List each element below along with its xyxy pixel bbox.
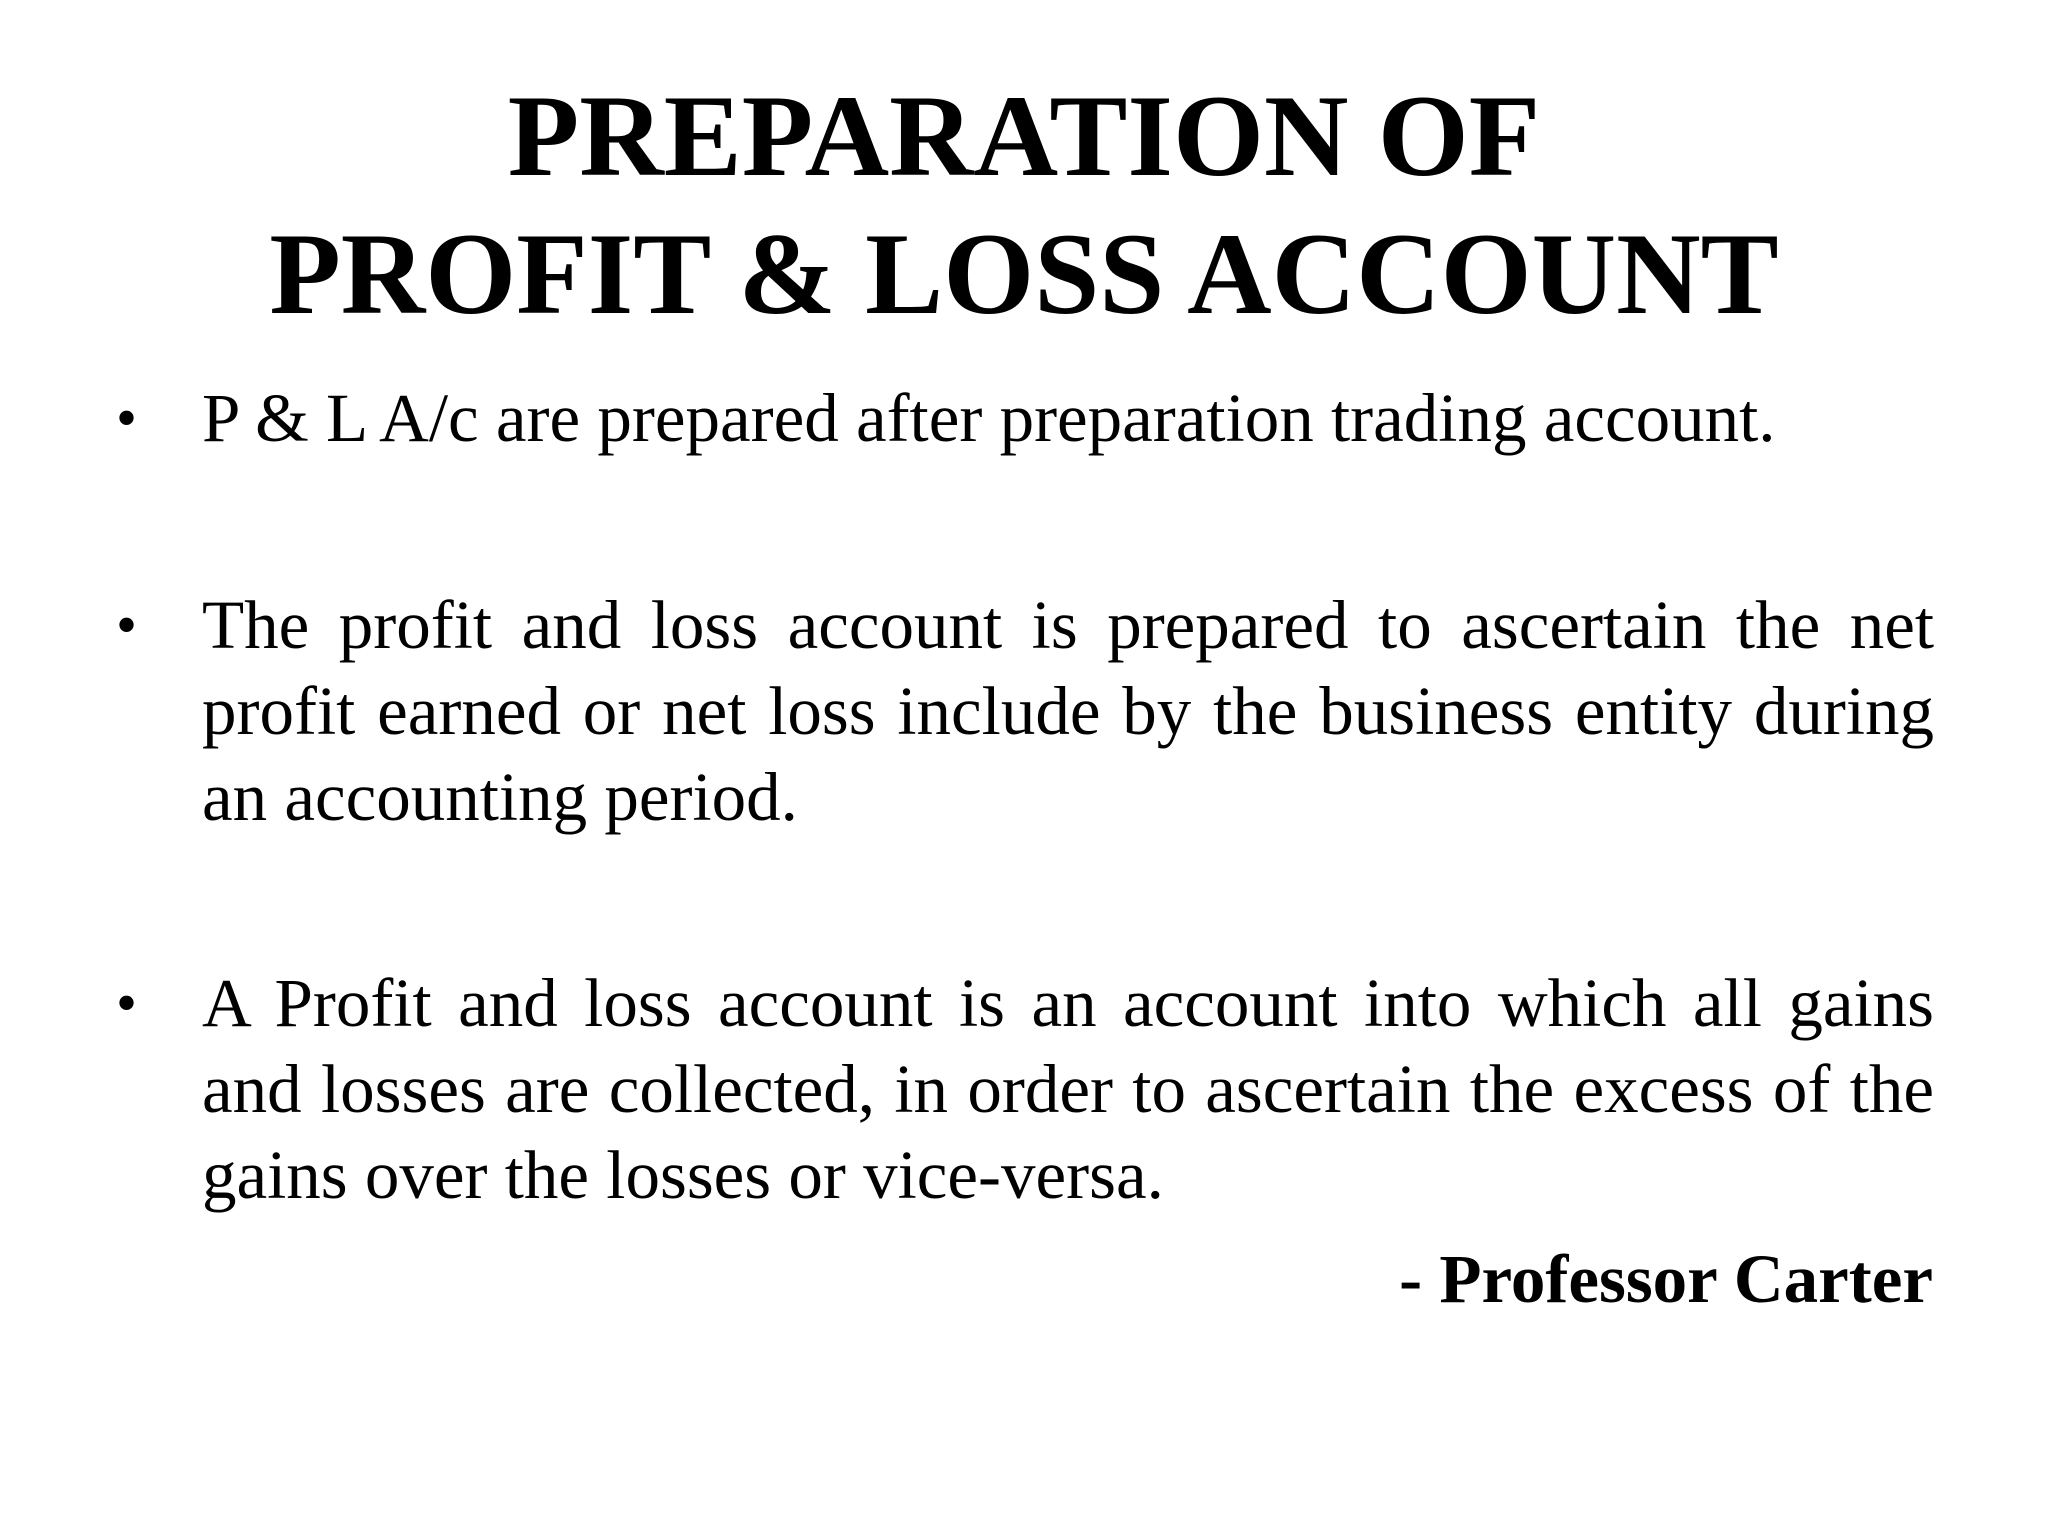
- bullet-text: P & L A/c are prepared after preparation trading account.: [202, 380, 1776, 456]
- title-line-2: PROFIT & LOSS ACCOUNT: [269, 210, 1779, 339]
- slide-title: [0, 68, 2048, 344]
- bullet-text: The profit and loss account is prepared to ascertain the net profit earned or net loss include by the business entity during an accounting period.: [202, 587, 1934, 835]
- bullet-marker: •: [116, 385, 138, 451]
- bullet-marker: •: [116, 592, 138, 658]
- quote-attribution: - Professor Carter: [1399, 1241, 1933, 1317]
- bullet-text: A Profit and loss account is an account into which all gains and losses are collected, in order to ascertain the excess of the gains over the losses or vice-versa.: [202, 965, 1934, 1213]
- title-line-1: PREPARATION OF: [507, 72, 1541, 201]
- bullet-marker: •: [116, 970, 138, 1036]
